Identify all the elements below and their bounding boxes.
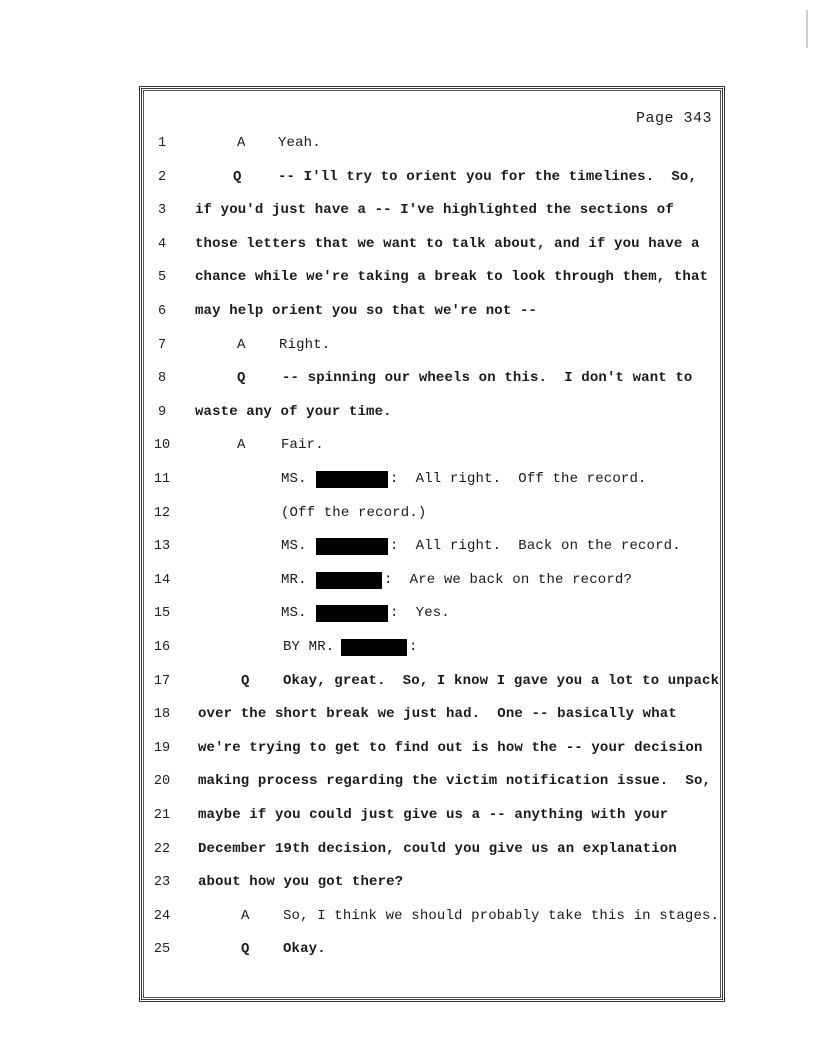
transcript-text: about how you got there?: [198, 874, 404, 890]
line-number: 13: [153, 539, 171, 554]
transcript-text: : Yes.: [390, 605, 450, 621]
line-number: 1: [157, 136, 167, 151]
speaker-label: A: [237, 337, 246, 353]
line-number: 15: [153, 606, 171, 621]
line-number: 14: [153, 573, 171, 588]
line-number: 22: [153, 842, 171, 857]
page-number: Page 343: [635, 110, 712, 127]
transcript-text: Fair.: [281, 437, 324, 453]
line-number: 5: [157, 270, 167, 285]
transcript-text: : All right. Back on the record.: [390, 538, 681, 554]
transcript-text: -- I'll try to orient you for the timelines. So,: [278, 169, 698, 185]
transcript-text: we're trying to get to find out is how the -- your decision: [198, 740, 703, 756]
line-number: 17: [153, 674, 171, 689]
transcript-text: -- spinning our wheels on this. I don't want to: [282, 370, 693, 386]
speaker-label: Q: [233, 169, 242, 185]
speaker-label: Q: [241, 673, 250, 689]
line-number: 12: [153, 506, 171, 521]
line-number: 8: [157, 371, 167, 386]
line-number: 18: [153, 707, 171, 722]
redaction-box: [316, 605, 388, 622]
line-number: 23: [153, 875, 171, 890]
line-number: 20: [153, 774, 171, 789]
line-number: 19: [153, 741, 171, 756]
transcript-text: : All right. Off the record.: [390, 471, 647, 487]
transcript-text: MR.: [281, 572, 307, 588]
redaction-box: [341, 639, 407, 656]
line-number: 24: [153, 909, 171, 924]
transcript-text: :: [409, 639, 418, 655]
speaker-label: A: [241, 908, 250, 924]
transcript-text: Okay.: [283, 941, 326, 957]
scan-edge-mark: [806, 10, 808, 48]
transcript-text: Right.: [279, 337, 331, 353]
transcript-text: So, I think we should probably take this in stages.: [283, 908, 720, 924]
speaker-label: A: [237, 437, 246, 453]
transcript-text: : Are we back on the record?: [384, 572, 632, 588]
transcript-text: BY MR.: [283, 639, 335, 655]
transcript-text: chance while we're taking a break to look through them, that: [195, 269, 709, 285]
line-number: 7: [157, 338, 167, 353]
transcript-text: MS.: [281, 605, 307, 621]
transcript-text: MS.: [281, 471, 307, 487]
transcript-text: may help orient you so that we're not --: [195, 303, 538, 319]
line-number: 16: [153, 640, 171, 655]
line-number: 9: [157, 405, 167, 420]
transcript-text: over the short break we just had. One -- basically what: [198, 706, 677, 722]
transcript-text: those letters that we want to talk about, and if you have a: [195, 236, 700, 252]
line-number: 2: [157, 170, 167, 185]
transcript-text: Okay, great. So, I know I gave you a lot to unpack: [283, 673, 720, 689]
transcript-text: maybe if you could just give us a -- anything with your: [198, 807, 669, 823]
line-number: 11: [153, 472, 171, 487]
transcript-text: (Off the record.): [281, 505, 427, 521]
transcript-text: MS.: [281, 538, 307, 554]
transcript-text: Yeah.: [278, 135, 321, 151]
line-number: 25: [153, 942, 171, 957]
redaction-box: [316, 572, 382, 589]
line-number: 21: [153, 808, 171, 823]
speaker-label: Q: [241, 941, 250, 957]
transcript-text: making process regarding the victim notification issue. So,: [198, 773, 712, 789]
line-number: 3: [157, 203, 167, 218]
transcript-text: waste any of your time.: [195, 404, 392, 420]
line-number: 10: [153, 438, 171, 453]
transcript-text: if you'd just have a -- I've highlighted the sections of: [195, 202, 674, 218]
redaction-box: [316, 471, 388, 488]
speaker-label: Q: [237, 370, 246, 386]
line-number: 6: [157, 304, 167, 319]
transcript-text: December 19th decision, could you give us an explanation: [198, 841, 677, 857]
redaction-box: [316, 538, 388, 555]
speaker-label: A: [237, 135, 246, 151]
line-number: 4: [157, 237, 167, 252]
